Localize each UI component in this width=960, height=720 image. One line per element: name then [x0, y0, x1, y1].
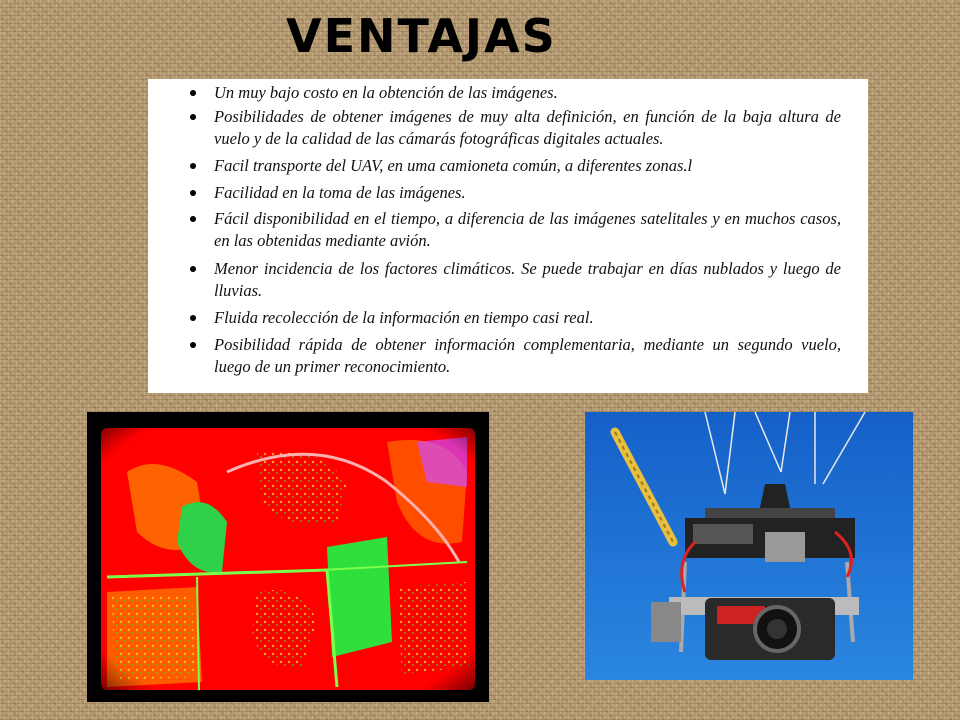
advantages-text-box: [148, 79, 868, 393]
bullet-text: Posibilidades de obtener imágenes de muy alta definición, en función de la baja altura de vuelo y de la calidad de las cámarás fotográficas digitales actuales.: [214, 107, 841, 148]
balloon-camera-rig-photo: [585, 412, 913, 680]
bullet-icon: [190, 114, 196, 120]
bullet-text: Posibilidad rápida de obtener información complementaria, mediante un segundo vuelo, luego de un primer reconocimiento.: [214, 335, 841, 376]
camera-rig-illustration: [585, 412, 913, 680]
bullet-text: Un muy bajo costo en la obtención de las imágenes.: [214, 83, 558, 102]
bullet-text: Menor incidencia de los factores climáticos. Se puede trabajar en días nublados y luego de lluvias.: [214, 259, 841, 300]
bullet-icon: [190, 163, 196, 169]
bullet-icon: [190, 266, 196, 272]
bullet-text: Facilidad en la toma de las imágenes.: [214, 183, 466, 202]
false-color-aerial-image: [87, 412, 489, 702]
slide-title: VENTAJAS: [286, 9, 557, 63]
bullet-icon: [190, 90, 196, 96]
bullet-text: Fácil disponibilidad en el tiempo, a diferencia de las imágenes satelitales y en muchos casos, en las obtenidas mediante avión.: [214, 209, 841, 250]
bullet-icon: [190, 342, 196, 348]
bullet-icon: [190, 190, 196, 196]
false-color-field-map: [87, 412, 489, 702]
bullet-icon: [190, 315, 196, 321]
bullet-text: Fluida recolección de la información en tiempo casi real.: [214, 308, 594, 327]
bullet-text: Facil transporte del UAV, en uma camioneta común, a diferentes zonas.l: [214, 156, 693, 175]
bullet-icon: [190, 216, 196, 222]
